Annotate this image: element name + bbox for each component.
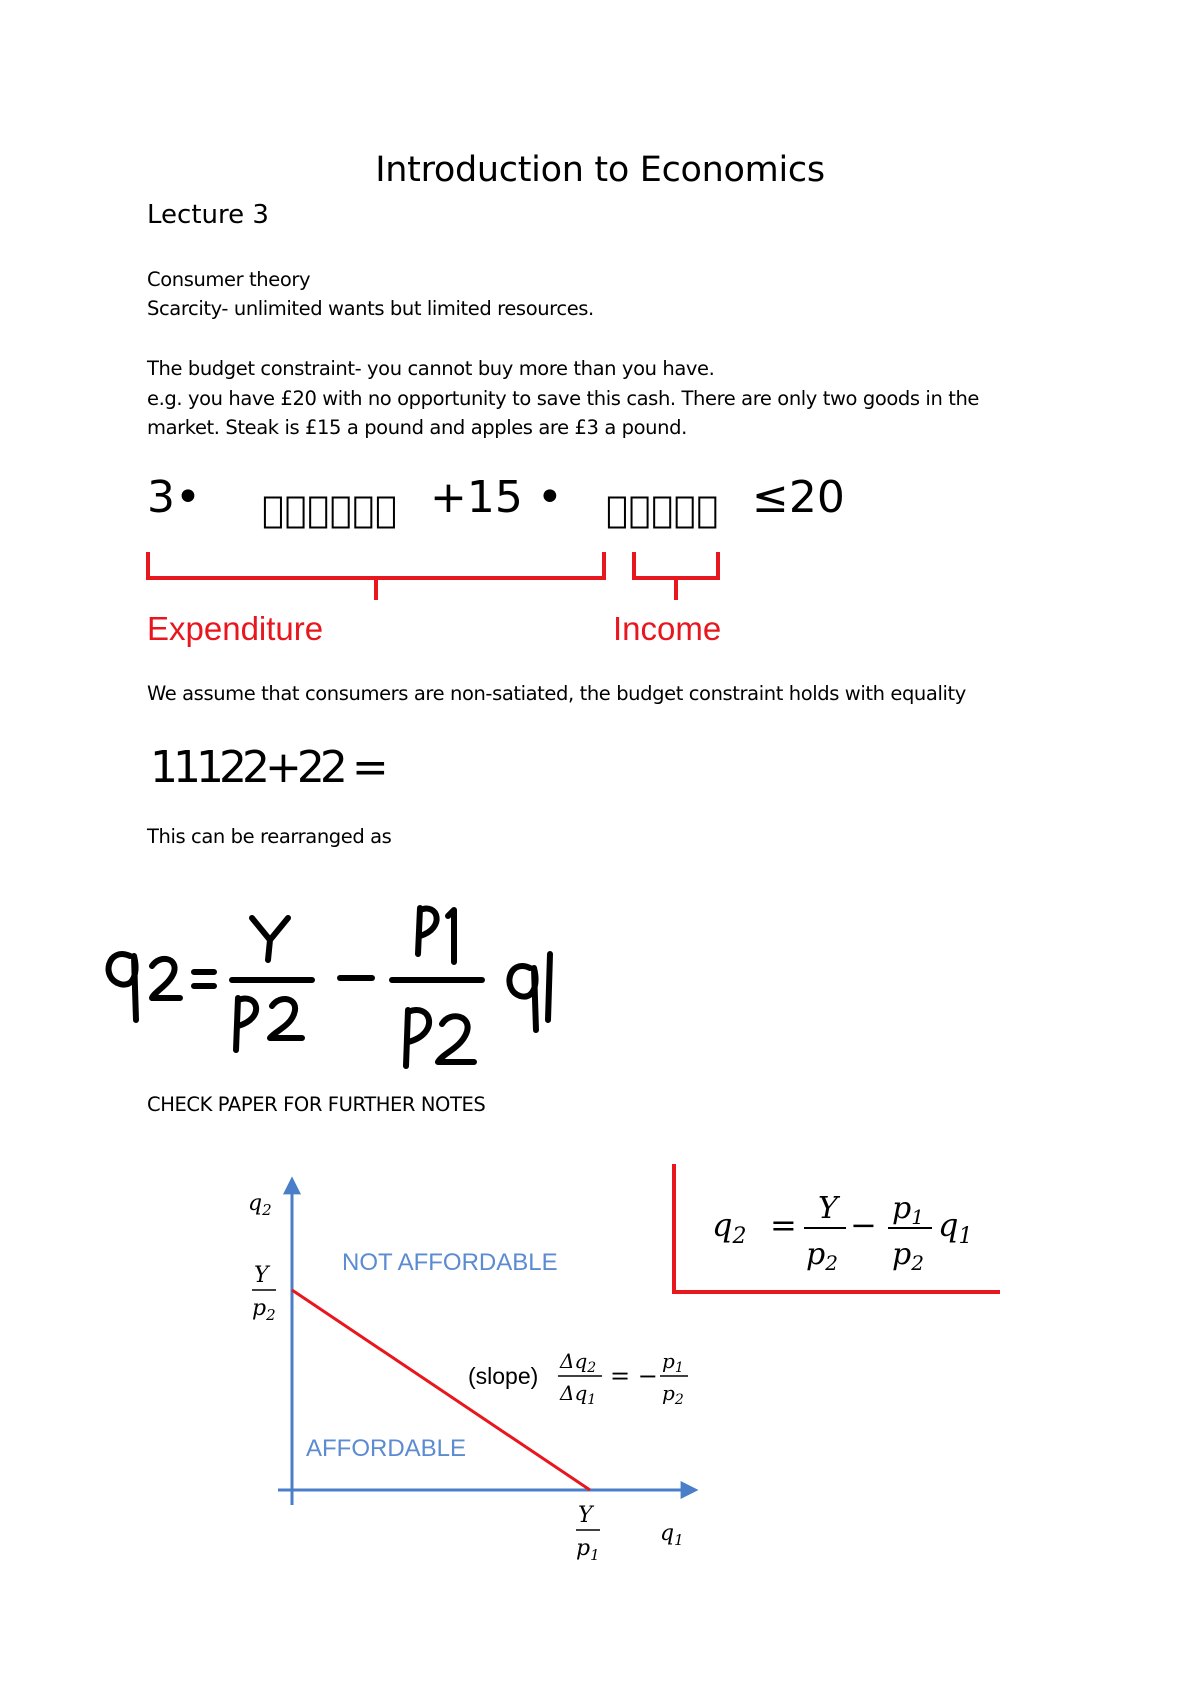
rearrange-text: This can be rearranged as bbox=[147, 825, 392, 848]
formula-frac1-num: Y bbox=[818, 1191, 838, 1226]
budget-line-2: e.g. you have £20 with no opportunity to save this cash. There are only two goods in the bbox=[147, 387, 980, 410]
formula-frac1-den: $p_2$ bbox=[806, 1237, 838, 1275]
slope-numerator: $\Delta q_2$ bbox=[560, 1349, 597, 1376]
formula-frac2-den: $p_2$ bbox=[892, 1237, 924, 1275]
assumption-text: We assume that consumers are non-satiated, the budget constraint holds with equality bbox=[147, 682, 966, 705]
y-intercept-denominator: $p_2$ bbox=[252, 1296, 276, 1324]
intro-line-1: Consumer theory bbox=[147, 268, 311, 291]
affordable-label: AFFORDABLE bbox=[306, 1435, 467, 1462]
slope-equals: = − bbox=[610, 1362, 658, 1390]
x-intercept-denominator: $p_1$ bbox=[576, 1536, 600, 1564]
x-axis-label: $q_1$ bbox=[660, 1521, 684, 1549]
inequality-placeholder-2: 􏰀􏰀􏰀􏰀􏰀 bbox=[606, 490, 720, 531]
formula-frac2-num: $p_1$ bbox=[892, 1191, 924, 1229]
slope-rhs-denominator: $p_2$ bbox=[662, 1381, 684, 1408]
y-intercept-numerator: Y bbox=[254, 1263, 269, 1288]
slope-denominator: $\Delta q_1$ bbox=[560, 1381, 597, 1408]
slope-rhs-numerator: $p_1$ bbox=[662, 1349, 684, 1376]
handwritten-formula bbox=[90, 880, 610, 1070]
budget-line-3: market. Steak is £15 a pound and apples are £3 a pound. bbox=[147, 416, 687, 439]
inequality-placeholder-1: 􏰀􏰀􏰀􏰀􏰀􏰀 bbox=[262, 490, 398, 531]
inequality-term-1: 3• bbox=[147, 472, 201, 523]
page-title: Introduction to Economics bbox=[375, 150, 825, 190]
formula-lhs: $q_2$ bbox=[712, 1206, 747, 1249]
slope-label: (slope) bbox=[468, 1363, 539, 1389]
brace-overlay bbox=[0, 0, 1200, 700]
formula-tail: $q_1$ bbox=[938, 1206, 973, 1249]
further-notes: CHECK PAPER FOR FURTHER NOTES bbox=[147, 1093, 486, 1116]
x-intercept-numerator: Y bbox=[578, 1503, 593, 1528]
y-axis-label: $q_2$ bbox=[248, 1191, 272, 1219]
expenditure-brace bbox=[148, 552, 604, 600]
formula-equals: = bbox=[770, 1206, 797, 1244]
income-brace bbox=[634, 552, 718, 600]
expenditure-label: Expenditure bbox=[147, 610, 324, 647]
formula-minus: − bbox=[850, 1206, 877, 1244]
equality-equation: 11122+22 = bbox=[150, 742, 384, 793]
inequality-term-2: +15 • bbox=[430, 472, 563, 523]
lecture-number: Lecture 3 bbox=[147, 200, 269, 230]
boxed-formula bbox=[670, 1160, 1010, 1300]
inequality-term-3: ≤20 bbox=[752, 472, 845, 523]
income-label: Income bbox=[613, 610, 722, 647]
intro-line-2: Scarcity- unlimited wants but limited resources. bbox=[147, 297, 594, 320]
budget-line-1: The budget constraint- you cannot buy more than you have. bbox=[147, 357, 715, 380]
not-affordable-label: NOT AFFORDABLE bbox=[342, 1249, 558, 1276]
